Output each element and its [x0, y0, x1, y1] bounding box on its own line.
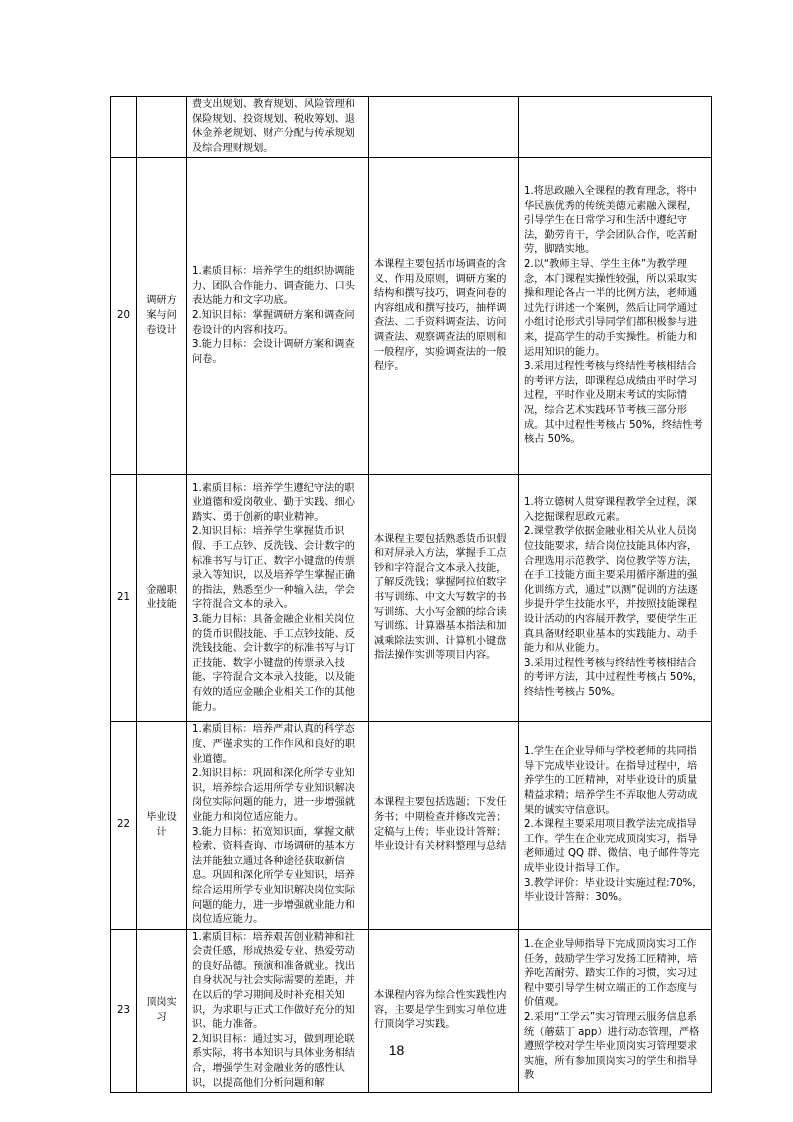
course-methods: [519, 929, 712, 1093]
row-number: 20: [111, 158, 137, 475]
course-name: [137, 97, 187, 158]
goal-item: 费支出规划、教育规划、风险管理和保险规划、投资规划、税收筹划、退休金养老规划、财产分配与传承规划及综合理财规划。: [192, 99, 355, 154]
method-item: 3.采用过程性考核与终结性考核相结合的考评方法，其中过程性考核占 50%，终结性考核占 50%。: [524, 657, 703, 698]
table-row: [111, 929, 712, 1093]
goal-item: 1.素质目标：培养学生遵纪守法的职业道德和爱岗敬业、勤于实践、细心踏实、勇于创新的职业精神。: [192, 482, 355, 523]
course-name: 金融职业技能: [137, 475, 187, 722]
page-number: 18: [388, 1042, 405, 1058]
course-goals: [187, 158, 369, 475]
table-row: [111, 475, 712, 722]
goal-item: 2.知识目标：掌握调研方案和调查问卷设计的内容和技巧。: [192, 310, 355, 336]
method-item: 1.学生在企业导师与学校老师的共同指导下完成毕业设计。在指导过程中，培养学生的工匠精神，对毕业设计的质量精益求精；培养学生不弄取他人劳动成果的诚实守信意识。: [524, 746, 698, 816]
row-number: [111, 97, 137, 158]
goal-item: 2.知识目标：通过实习，做到理论联系实际，将书本知识与具体业务相结合，增强学生对金融业务的感性认识，以提高他们分析问题和解: [192, 1033, 355, 1089]
goal-item: 3.能力目标：拓宽知识面，掌握文献检索、资料查询、市场调研的基本方法并能独立通过各种途径获取新信息。巩固和深化所学专业知识，培养综合运用所学专业知识解决岗位实际问题的能力，进一步增强就业能力和岗位适应能力。: [192, 826, 355, 926]
table-row: [111, 97, 712, 158]
method-item: 1.在企业导师指导下完成顶岗实习工作任务，鼓励学生学习发扬工匠精神，培养吃苦耐劳、踏实工作的习惯，实习过程中要引导学生树立端正的工作态度与价值观。: [524, 938, 698, 1009]
goal-item: 1.素质目标：培养学生的组织协调能力、团队合作能力、调查能力、口头表达能力和文字功底。: [192, 266, 355, 307]
course-table: [110, 96, 712, 1093]
course-content: [369, 97, 519, 158]
course-content: 本课程主要包括熟悉货币识假和对屏录入方法，掌握手工点钞和字符混合文本录入技能，了解反洗钱；掌握阿拉伯数字书写训练、中文大写数字的书写训练、大小写金额的综合读写训练、计算器基本指法和加减乘除法实训、计算机小键盘指法操作实训等项目内容。: [369, 475, 519, 722]
goal-item: 2.知识目标：培养学生掌握货币识假、手工点钞、反洗钱、会计数字的标准书写与订正、数字小键盘的传票录入等知识，以及培养学生掌握正确的指法，熟悉至少一种输入法，学会字符混合文本的录入。: [192, 526, 355, 611]
course-goals: [187, 722, 369, 929]
method-item: 3.教学评价：毕业设计实施过程:70%，毕业设计答辩：30%。: [524, 877, 703, 904]
row-number: 21: [111, 475, 137, 722]
course-goals: [187, 929, 369, 1093]
course-goals: [187, 475, 369, 722]
method-item: 3.采用过程性考核与终结性考核相结合的考评方法，即课程总成绩由平时学习过程，平时作业及期末考试的实际情况，综合艺术实践环节考核三部分形成。其中过程性考核占 50%，终结性考核占 50%。: [524, 361, 703, 446]
goal-item: 2.知识目标：巩固和深化所学专业知识，培养综合运用所学专业知识解决岗位实际问题的能力，进一步增强就业能力和岗位适应能力。: [192, 768, 355, 823]
course-methods: [519, 97, 712, 158]
method-item: 2.以“教师主导、学生主体”为教学理念，本门课程实操性较强，所以采取实操和理论各占一半的比例方法，老师通过先行讲述一个案例，然后让同学通过小组讨论形式引导同学们都积极参与进来，提高学生的动手实操性。析能力和运用知识的能力。: [524, 259, 698, 358]
goal-item: 3.能力目标：具备金融企业相关岗位的货币识假技能、手工点钞技能、反洗钱技能、会计数字的标准书写与订正技能、数字小键盘的传票录入技能、字符混合文本录入技能，以及能有效的适应金融企业相关工作的其他能力。: [192, 613, 355, 713]
goal-item: 3.能力目标：会设计调研方案和调查问卷。: [192, 339, 355, 365]
row-number: 23: [111, 929, 137, 1093]
course-content: 本课程主要包括市场调查的含义、作用及原则，调研方案的结构和撰写技巧，调查问卷的内容组成和撰写技巧，抽样调查法、二手资料调查法、访问调查法、观察调查法的原则和一般程序，实验调查法的一般程序。: [369, 158, 519, 475]
goal-item: 1.素质目标：培养艰苦创业精神和社会责任感，形成热爱专业、热爱劳动的良好品德。预演和准备就业。找出自身状况与社会实际需要的差距，并在以后的学习期间及时补充相关知识，为求职与正式工作做好充分的知识、能力准备。: [192, 931, 355, 1031]
course-goals: [187, 97, 369, 158]
course-methods: [519, 475, 712, 722]
method-item: 2.课堂教学依据金融业相关从业人员岗位技能要求，结合岗位技能具体内容，合理选用示范教学、岗位教学等方法，在手工技能方面主要采用循序渐进的强化训练方式，通过“以测”促训的方法逐步提升学生技能水平，并按照技能课程设计活动的内容展开教学，要使学生正真具备财经职业基本的实践能力、动手能力和从业能力。: [524, 526, 698, 655]
course-methods: [519, 722, 712, 929]
course-content: 本课程内容为综合性实践性内容，主要是学生到实习单位进行顶岗学习实践。: [369, 929, 519, 1093]
course-methods: [519, 158, 712, 475]
course-name: 调研方案与问卷设计: [137, 158, 187, 475]
course-content: 本课程主要包括选题；下发任务书；中期检查并修改完善；定稿与上传；毕业设计答辩；毕业设计有关材料整理与总结: [369, 722, 519, 929]
goal-item: 1.素质目标：培养严肃认真的科学态度、严谨求实的工作作风和良好的职业道德。: [192, 724, 355, 765]
method-item: 2.本课程主要采用项目教学法完成指导工作。学生在企业完成顶岗实习，指导老师通过 QQ 群、微信、电子邮件等完成毕业设计指导工作。: [524, 819, 700, 875]
method-item: 1.将思政融入全课程的教育理念，将中华民族优秀的传统美德元素融入课程，引导学生在日常学习和生活中遵纪守法，勤劳肯干，学会团队合作，吃苦耐劳，脚踏实地。: [524, 186, 698, 256]
table-row: [111, 158, 712, 475]
course-name: 顶岗实习: [137, 929, 187, 1093]
row-number: 22: [111, 722, 137, 929]
method-item: 1.将立德树人贯穿课程教学全过程，深入挖掘课程思政元素。: [524, 497, 697, 523]
course-name: 毕业设计: [137, 722, 187, 929]
method-item: 2.采用“工学云”实习管理云服务信息系统（蘑菇丁 app）进行动态管理，严格遵照学校对学生毕业顶岗实习管理要求实施，所有参加顶岗实习的学生和指导教: [524, 1011, 700, 1082]
table-row: [111, 722, 712, 929]
